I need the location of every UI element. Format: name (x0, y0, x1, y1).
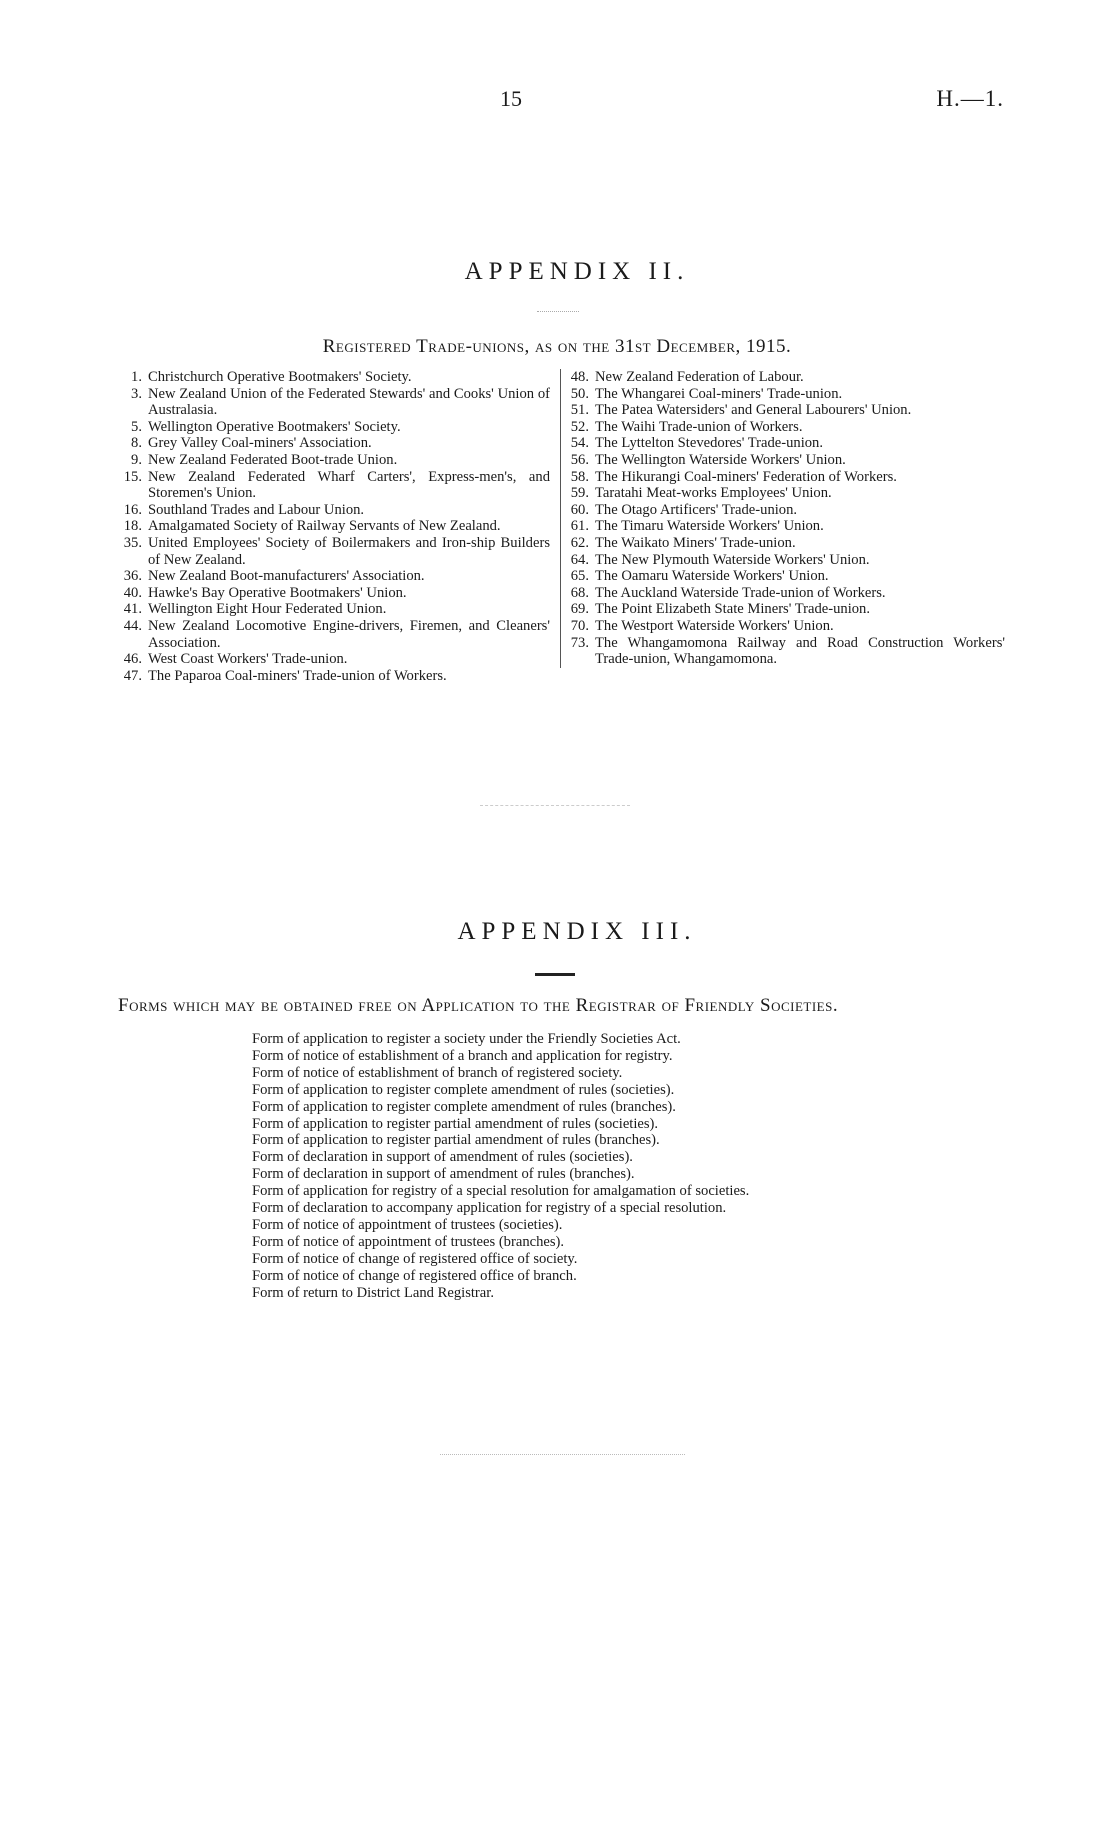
list-item (565, 369, 1005, 386)
list-item-text: New Zealand Locomotive Engine-drivers, Firemen, and Cleaners' Association. (148, 617, 550, 651)
divider (480, 805, 630, 806)
list-item-text: Grey Valley Coal-miners' Association. (148, 435, 372, 452)
list-item-text: Christchurch Operative Bootmakers' Society. (148, 369, 412, 385)
list-item-text: The Whangamomona Railway and Road Construction Workers' Trade-union, Whangamomona. (595, 634, 1005, 668)
list-item-text: The Oamaru Waterside Workers' Union. (595, 568, 829, 585)
list-item-text: The Point Elizabeth State Miners' Trade-union. (595, 601, 871, 618)
list-item-number: 61. (570, 518, 589, 535)
list-item (565, 618, 1005, 635)
list-item-number: 68. (570, 584, 589, 601)
list-item (565, 568, 1005, 585)
appendix-ii-subtitle-text: Registered Trade-unions, as on the 31st December, 1915. (322, 336, 792, 357)
list-item-number: 62. (570, 534, 589, 551)
form-item: Form of notice of change of registered office of branch. (252, 1267, 577, 1284)
list-item-number: 41. (123, 601, 142, 618)
form-item: Form of notice of change of registered office of society. (252, 1250, 578, 1267)
list-item (565, 402, 1005, 419)
list-item-text: The Wellington Waterside Workers' Union. (595, 451, 846, 468)
list-item (565, 502, 1005, 519)
page-number: 15 (500, 86, 522, 111)
list-item-text: Southland Trades and Labour Union. (148, 501, 365, 518)
list-item-number: 65. (570, 568, 589, 585)
divider (537, 311, 579, 312)
list-item (118, 618, 550, 651)
list-item (565, 585, 1005, 602)
list-item (118, 518, 550, 535)
form-item: Form of notice of appointment of trustees (branches). (252, 1233, 565, 1250)
list-item-text: The Waihi Trade-union of Workers. (595, 418, 803, 435)
list-item (565, 419, 1005, 436)
appendix-ii-subtitle (0, 336, 1114, 358)
list-item-text: The Auckland Waterside Trade-union of Workers. (595, 584, 886, 601)
list-item-number: 73. (570, 634, 589, 651)
list-item (565, 601, 1005, 618)
list-item-number: 5. (131, 418, 142, 435)
list-item-text: United Employees' Society of Boilermakers and Iron-ship Builders of New Zealand. (148, 534, 550, 568)
list-item (565, 452, 1005, 469)
divider (440, 1454, 685, 1455)
list-item-number: 9. (131, 451, 142, 468)
form-item: Form of application to register complete amendment of rules (societies). (252, 1081, 675, 1098)
list-item (118, 601, 550, 618)
list-item-number: 40. (123, 584, 142, 601)
form-item: Form of declaration to accompany application for registry of a special resolution. (252, 1200, 727, 1217)
list-item-text: The Westport Waterside Workers' Union. (595, 617, 834, 634)
list-item (118, 452, 550, 469)
list-item (118, 435, 550, 452)
list-item-number: 51. (570, 402, 589, 419)
list-item (565, 635, 1005, 668)
list-item-number: 64. (570, 551, 589, 568)
appendix-iii-subtitle-text: Forms which may be obtained free on Application to the Registrar of Friendly Societies. (118, 995, 839, 1016)
list-item-number: 36. (123, 568, 142, 585)
list-item (565, 386, 1005, 403)
list-item (118, 502, 550, 519)
form-item: Form of notice of establishment of branch of registered society. (252, 1064, 623, 1081)
list-item (565, 552, 1005, 569)
list-item-text: New Zealand Union of the Federated Stewards' and Cooks' Union of Australasia. (148, 385, 550, 419)
form-item: Form of notice of appointment of trustees (societies). (252, 1216, 563, 1233)
list-item (565, 469, 1005, 486)
appendix-iii-subtitle (118, 995, 838, 1017)
list-item-text: Hawke's Bay Operative Bootmakers' Union. (148, 584, 407, 601)
list-item (118, 419, 550, 436)
list-item-number: 1. (131, 369, 142, 385)
list-item (118, 585, 550, 602)
list-item (118, 369, 550, 386)
list-item-number: 58. (570, 468, 589, 485)
list-item-number: 8. (131, 435, 142, 452)
list-item-text: The Hikurangi Coal-miners' Federation of Workers. (595, 468, 897, 485)
form-item: Form of notice of establishment of a branch and application for registry. (252, 1047, 673, 1064)
list-item (118, 535, 550, 568)
form-item: Form of application to register partial amendment of rules (societies). (252, 1115, 659, 1132)
list-item-number: 59. (570, 485, 589, 502)
list-item (565, 485, 1005, 502)
list-item-text: The Waikato Miners' Trade-union. (595, 534, 796, 551)
list-item-number: 52. (570, 418, 589, 435)
list-item (118, 568, 550, 585)
trade-union-list-right (560, 369, 1005, 668)
list-item-text: The Otago Artificers' Trade-union. (595, 501, 798, 518)
list-item-text: The Whangarei Coal-miners' Trade-union. (595, 385, 843, 402)
list-item-text: The Lyttelton Stevedores' Trade-union. (595, 435, 823, 452)
list-item-number: 60. (570, 501, 589, 518)
list-item-text: The Paparoa Coal-miners' Trade-union of Workers. (148, 667, 447, 684)
list-item (565, 535, 1005, 552)
list-item-number: 48. (570, 369, 589, 385)
list-item-text: West Coast Workers' Trade-union. (148, 651, 348, 668)
appendix-ii-title: APPENDIX II. (464, 258, 690, 285)
list-item-number: 56. (570, 451, 589, 468)
divider (535, 973, 575, 976)
list-item-text: New Zealand Federated Boot-trade Union. (148, 451, 398, 468)
list-item (118, 651, 550, 668)
form-item: Form of application to register complete amendment of rules (branches). (252, 1098, 676, 1115)
list-item (565, 518, 1005, 535)
list-item-number: 47. (123, 667, 142, 684)
list-item (118, 668, 550, 685)
form-item: Form of application to register a society under the Friendly Societies Act. (252, 1031, 681, 1047)
form-item: Form of application for registry of a special resolution for amalgamation of societies. (252, 1183, 750, 1200)
list-item-text: Taratahi Meat-works Employees' Union. (595, 485, 832, 502)
list-item-number: 46. (123, 651, 142, 668)
list-item-number: 15. (123, 468, 142, 485)
list-item-number: 69. (570, 601, 589, 618)
appendix-iii-title: APPENDIX III. (457, 918, 697, 945)
form-item: Form of declaration in support of amendment of rules (branches). (252, 1166, 635, 1183)
list-item-text: Amalgamated Society of Railway Servants of New Zealand. (148, 518, 501, 535)
list-item-number: 50. (570, 385, 589, 402)
list-item-text: New Zealand Boot-manufacturers' Association. (148, 568, 425, 585)
form-item: Form of application to register partial amendment of rules (branches). (252, 1132, 660, 1149)
list-item (118, 386, 550, 419)
form-item: Form of declaration in support of amendment of rules (societies). (252, 1149, 633, 1166)
list-item-number: 54. (570, 435, 589, 452)
list-item-number: 70. (570, 617, 589, 634)
list-item-number: 44. (123, 617, 142, 634)
form-item: Form of return to District Land Registrar. (252, 1284, 494, 1301)
list-item-text: Wellington Operative Bootmakers' Society. (148, 418, 401, 435)
list-item-number: 35. (123, 534, 142, 551)
list-item-number: 3. (131, 385, 142, 402)
trade-union-list-left (118, 369, 550, 684)
forms-list (252, 1031, 749, 1302)
list-item-text: Wellington Eight Hour Federated Union. (148, 601, 387, 618)
list-item-text: The New Plymouth Waterside Workers' Union. (595, 551, 870, 568)
list-item (565, 435, 1005, 452)
list-item-text: The Timaru Waterside Workers' Union. (595, 518, 824, 535)
list-item-text: The Patea Watersiders' and General Labourers' Union. (595, 402, 912, 419)
list-item-number: 16. (123, 501, 142, 518)
document-reference: H.—1. (936, 86, 1004, 111)
list-item-text: New Zealand Federated Wharf Carters', Express-men's, and Storemen's Union. (148, 468, 550, 502)
list-item (118, 469, 550, 502)
list-item-number: 18. (123, 518, 142, 535)
list-item-text: New Zealand Federation of Labour. (595, 369, 804, 385)
